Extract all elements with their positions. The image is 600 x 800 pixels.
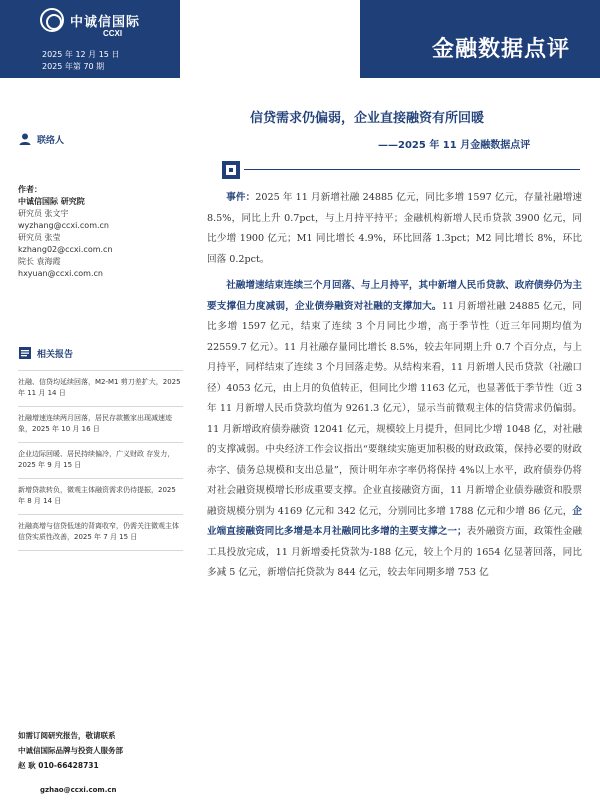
subscription-info — [18, 728, 183, 773]
logo-cn-text: 中诚信国际 — [70, 14, 141, 30]
author-line: 研究员 张文宇 — [18, 209, 69, 218]
related-label: 相关报告 — [37, 349, 74, 360]
analysis-text-cont: 表外融资方面，政策性金融工具投放完成，11 月新增委托贷款为-188 亿元，较上个月的 1654 亿显著回落，同比多减 5 亿元，新增信托贷款为 844 亿元，较去年同期多增 753 亿 — [207, 526, 583, 578]
related-report-link[interactable]: 社融、信贷均延续回落，M2-M1 剪刀差扩大，2025 年 11 月 14 日 — [18, 370, 183, 407]
page-subtitle: ——2025 年 11 月金融数据点评 — [378, 140, 531, 151]
report-list-icon — [18, 346, 32, 360]
ccxi-logo-icon — [40, 8, 64, 32]
author-org: 中诚信国际 研究院 — [18, 197, 85, 206]
contact-label: 联络人 — [37, 135, 65, 146]
page-title: 信贷需求仍偏弱，企业直接融资有所回暖 — [250, 111, 485, 126]
highlight-text: 企业端直接融资同比多增是本月社融同比多增的主要支撑之一； — [207, 505, 582, 537]
analysis-text: 11 月新增社融 24885 亿元，同比多增 1597 亿元，结束了连续 3 个月同比少增，高于季节性（近三年同期均值为 22559.7 亿元）。11 月社融存量同比增长 8.5%，较去年同期上升 0.7 个百分点，与上月持平，同样结束了连续 3 个月回落走势。从结构来看，11 月新增人民币贷款（社融口径）4053 亿元，由上月的负值转正，但同比少增 1163 亿元，也显著低于季节性（近 3 年 11 月新增人民币贷款均值为 9261.3 亿元），显示当前微观主体的信贷需求仍偏弱。11 月新增政府债券融资 12041 亿元，规模较上月提升，但同比少增 1048 亿，对社融的支撑减弱。中央经济工作会议指出“要继续实施更加积极的财政政策，保持必要的财政赤字、债务总规模和支出总量”，预计明年赤字率仍将保持 4%以上水平，政府债券仍将对社会融资规模增长形成重要支撑。企业直接融资方面，11 月新增企业债券融资和股票融资规模分别为 4169 亿元和 342 亿元，分别同比多增 1788 亿元和少增 86 亿元， — [207, 300, 582, 517]
author-line: 研究员 张莹 — [18, 233, 61, 242]
author-email-link[interactable]: wyzhang@ccxi.com.cn — [18, 221, 109, 230]
event-text: 2025 年 11 月新增社融 24885 亿元，同比多增 1597 亿元，存量社融增速 8.5%，同比上升 0.7pct，与上月持平持平；金融机构新增人民币贷款 3900 亿元，同比少增 1900 亿元；M1 同比增长 4.9%，环比回落 1.3pct；M2 同比增长 8%，环比回落 0.2pct。 — [207, 192, 582, 265]
related-report-link[interactable]: 社融增速连续两月回落，居民存款搬家出现减速迹象，2025 年 10 月 16 日 — [18, 407, 183, 443]
subscription-email-link[interactable]: gzhao@ccxi.com.cn — [40, 786, 117, 794]
article-body — [207, 188, 582, 590]
subscription-line: 中诚信国际品牌与投资人服务部 — [18, 746, 123, 755]
related-report-link[interactable]: 企业边际回暖、居民持续偏冷，广义财政 存发力，2025 年 9 月 15 日 — [18, 443, 183, 479]
event-label: 事件： — [226, 192, 256, 203]
contact-section-title — [18, 132, 64, 146]
analysis-paragraph — [207, 276, 582, 584]
related-report-link[interactable]: 新增贷款转负，微观主体融资需求仍待提振，2025 年 8 月 14 日 — [18, 479, 183, 515]
contact-icon — [18, 132, 32, 146]
report-type-title: 金融数据点评 — [431, 37, 570, 62]
logo-en-text: CCXI — [103, 29, 123, 38]
related-report-link[interactable]: 社融高增与信贷低迷的背离收窄，仍需关注微观主体信贷实质性改善，2025 年 7 月 15 日 — [18, 515, 183, 551]
report-issue: 2025 年第 70 期 — [42, 62, 105, 71]
author-line: 院长 袁海霞 — [18, 257, 61, 266]
related-reports-list — [18, 370, 183, 551]
author-email-link[interactable]: kzhang02@ccxi.com.cn — [18, 245, 113, 254]
subscription-line: 如需订阅研究报告，敬请联系 — [18, 731, 116, 740]
subscription-contact: 赵 耿 010-66428731 — [18, 761, 99, 770]
document-icon — [222, 161, 240, 179]
related-reports-title — [18, 346, 73, 360]
page-header — [0, 0, 600, 78]
author-block — [18, 184, 178, 280]
title-divider — [244, 169, 580, 170]
author-email-link[interactable]: hxyuan@ccxi.com.cn — [18, 269, 103, 278]
brand-logo — [40, 8, 140, 32]
event-paragraph — [207, 188, 582, 270]
section-heading: 社融增速结束连续三个月回落、与上月持平，其中新增人民币贷款、政府债券仍为主要支撑但力度减弱，企业债券融资对社融的支撑加大。 — [207, 280, 582, 312]
report-date: 2025 年 12 月 15 日 — [42, 50, 120, 59]
author-label: 作者： — [18, 185, 42, 194]
